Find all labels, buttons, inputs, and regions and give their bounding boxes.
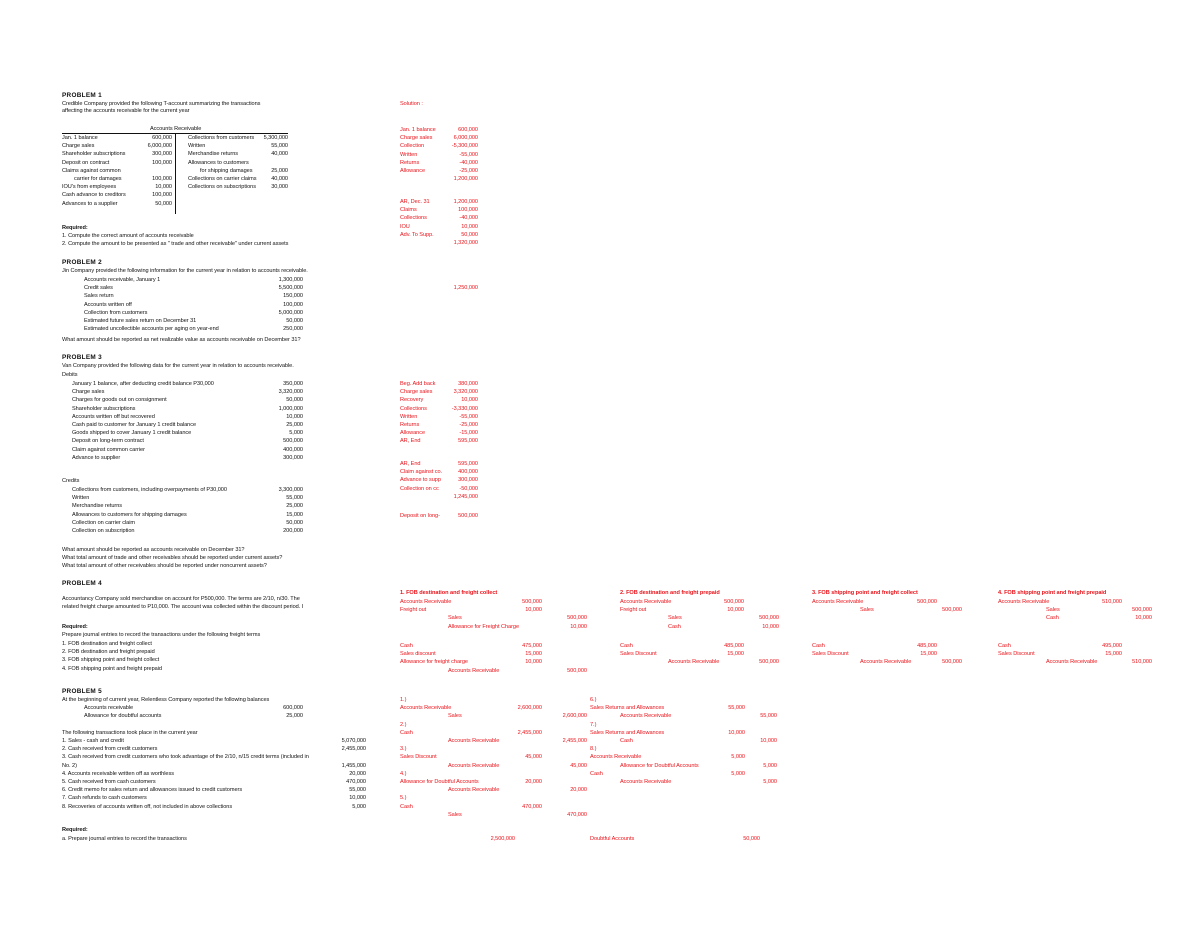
problem-4-required-label: Required:	[62, 624, 88, 630]
debit-row-label: Cash advance to creditors	[62, 192, 126, 199]
transaction-row-amount: 5,070,000	[341, 738, 366, 744]
solution-row-amount: 595,000	[458, 461, 478, 467]
data-row-amount: 5,500,000	[278, 285, 303, 292]
solution-row-label: Collections	[400, 405, 427, 412]
debit-row-amount: 50,000	[155, 200, 172, 207]
data-row-amount: 50,000	[286, 318, 303, 324]
entry-account: Accounts Receivable	[668, 659, 720, 666]
journal-row-credit-amount: 45,000	[570, 762, 587, 769]
balance-row-label: Allowance for doubtful accounts	[84, 713, 162, 720]
journal-row-label: 4.)	[400, 770, 407, 777]
problem-5-required-text: a. Prepare journal entries to record the transactions	[62, 836, 187, 842]
journal-row-label: Accounts Receivable	[620, 713, 672, 720]
entry-account: Freight out	[400, 607, 427, 614]
credit-row-amount: 50,000	[286, 519, 303, 526]
debit-row-amount: 10,000	[155, 184, 172, 191]
journal-row-label: Cash	[620, 738, 633, 744]
journal-row-amount: 45,000	[525, 754, 542, 761]
journal-row-label: Sales	[448, 713, 462, 720]
journal-row-label: Cash	[590, 770, 603, 777]
solution-row-amount: 50,000	[461, 231, 478, 238]
solution-row-amount: 300,000	[458, 477, 478, 484]
journal-row-amount: 470,000	[522, 803, 542, 810]
problem-5-bottom-amount: 2,500,000	[490, 836, 515, 842]
debit-row-label: Deposit on contract	[62, 159, 110, 166]
case-title: 4. FOB shipping point and freight prepaid	[998, 590, 1107, 596]
debit-row-amount: 50,000	[286, 397, 303, 404]
journal-row-label: 7.)	[590, 721, 597, 728]
entry-account: Accounts Receivable	[448, 667, 500, 674]
entry-credit: 500,000	[759, 615, 779, 622]
entry-debit: 495,000	[1102, 643, 1122, 649]
entry-account: Allowance for freight charge	[400, 659, 468, 666]
credit-row-label: for shipping damages	[200, 167, 253, 174]
problem-2-intro: Jin Company provided the following information for the current year in relation to accounts receivable.	[62, 268, 308, 274]
case-title: 2. FOB destination and freight prepaid	[620, 590, 720, 596]
debit-row-amount: 10,000	[286, 413, 303, 420]
solution-row-label: Written	[400, 413, 418, 420]
data-row-amount: 100,000	[283, 301, 303, 308]
transaction-row-amount: 20,000	[349, 770, 366, 777]
solution-row-amount: 10,000	[461, 397, 478, 404]
problem-5-header: PROBLEM 5	[62, 688, 102, 695]
entry-debit: 500,000	[917, 599, 937, 605]
balance-row-amount: 25,000	[286, 713, 303, 720]
problem-2-answer: 1,250,000	[453, 285, 478, 291]
entry-debit: 500,000	[522, 599, 542, 605]
credit-row-amount: 30,000	[271, 184, 288, 191]
credit-row-label: Written	[72, 495, 90, 502]
entry-debit: 15,000	[920, 651, 937, 658]
journal-row-label: Accounts Receivable	[400, 705, 452, 712]
entry-debit: 15,000	[727, 651, 744, 658]
freight-term: 4. FOB shipping point and freight prepaid	[62, 665, 162, 672]
data-row-amount: 1,300,000	[278, 277, 303, 283]
journal-row-label: Cash	[400, 729, 413, 736]
debit-row-label: IOU's from employees	[62, 184, 117, 191]
solution-row-amount: 380,000	[458, 381, 478, 387]
entry-account: Sales	[860, 607, 874, 614]
solution-row-amount: 1,245,000	[453, 493, 478, 500]
journal-row-amount: 10,000	[760, 738, 777, 744]
solution-row-amount: 595,000	[458, 438, 478, 445]
debit-row-label: Accounts written off but recovered	[72, 413, 155, 420]
solution-row-label: IOU	[400, 223, 410, 230]
journal-row-amount: 5,000	[731, 754, 745, 761]
solution-row-amount: -40,000	[459, 215, 478, 222]
journal-row-label: Allowance for Doubtful Accounts	[620, 762, 699, 769]
problem-5-transactions-label: The following transactions took place in the current year	[62, 730, 198, 736]
entry-debit: 10,000	[525, 659, 542, 666]
solution-row-label: AR, End	[400, 461, 421, 467]
transaction-row-amount: 5,000	[352, 803, 366, 810]
debit-row-amount: 3,320,000	[278, 389, 303, 396]
problem-1-header: PROBLEM 1	[62, 92, 102, 99]
entry-account: Sales Discount	[812, 651, 849, 658]
transaction-row-label: 6. Credit memo for sales return and allowances issued to credit customers	[62, 787, 243, 794]
journal-row-credit-amount: 470,000	[567, 811, 587, 818]
problem-3-noncurrent-label: Deposit on long-	[400, 513, 440, 519]
solution-row-amount: 10,000	[461, 223, 478, 230]
journal-row-amount: 55,000	[728, 705, 745, 712]
debit-row-label: Advances to a supplier	[62, 200, 118, 207]
debit-row-label: Jan. 1 balance	[62, 135, 98, 141]
problem-3-header: PROBLEM 3	[62, 354, 102, 361]
journal-row-label: Sales Discount	[400, 754, 437, 761]
entry-account: Sales discount	[400, 651, 436, 658]
problem-3-noncurrent-amount: 500,000	[458, 513, 478, 519]
solution-row-amount: 100,000	[458, 207, 478, 214]
credit-row-label: Collections from customers	[188, 135, 255, 141]
journal-row-amount: 55,000	[760, 713, 777, 720]
solution-row-amount: -55,000	[459, 413, 478, 420]
problem-4-intro-line1: Accountancy Company sold merchandise on account for P500,000. The terms are 2/10, n/30. The	[62, 596, 300, 602]
debit-row-label: January 1 balance, after deducting credit balance P30,000	[72, 381, 214, 387]
case-title: 3. FOB shipping point and freight collect	[812, 590, 918, 596]
solution-row-label: Recovery	[400, 397, 424, 404]
debit-row-label: Charges for goods out on consignment	[72, 397, 167, 404]
entry-debit: 485,000	[724, 643, 744, 649]
data-row-label: Sales return	[84, 293, 114, 300]
solution-row-label: Allowance	[400, 168, 426, 174]
solution-row-label: Jan. 1 balance	[400, 127, 436, 133]
data-row-label: Accounts written off	[84, 301, 132, 308]
transaction-row-amount: 470,000	[346, 779, 366, 785]
problem-5-required-label: Required:	[62, 827, 88, 833]
journal-row-label: 5.)	[400, 795, 407, 802]
journal-row-label: Sales	[448, 811, 462, 818]
credit-row-amount: 200,000	[283, 528, 303, 534]
solution-row-amount: -5,300,000	[451, 143, 478, 150]
journal-row-label: 8.)	[590, 746, 597, 753]
solution-row-label: AR, End	[400, 438, 421, 445]
credit-row-amount: 25,000	[286, 503, 303, 510]
credit-row-amount: 5,300,000	[263, 135, 288, 141]
data-row-label: Collection from customers	[84, 309, 148, 316]
journal-row-amount: 5,000	[763, 762, 777, 769]
credit-row-amount: 40,000	[271, 176, 288, 182]
solution-row-label: Collection on cc	[400, 485, 439, 492]
data-row-amount: 250,000	[283, 326, 303, 333]
debit-row-label: Advance to supplier	[72, 454, 121, 461]
problem-1-required-label: Required:	[62, 225, 88, 231]
entry-credit: 500,000	[1132, 607, 1152, 614]
journal-row-label: 1.)	[400, 697, 407, 703]
freight-term: 1. FOB destination and freight collect	[62, 641, 152, 647]
solution-label: Solution :	[400, 101, 423, 107]
credit-row-label: Collection on carrier claim	[72, 519, 136, 526]
entry-debit: 485,000	[917, 643, 937, 649]
transaction-row-amount: 55,000	[349, 787, 366, 794]
debit-row-amount: 100,000	[152, 159, 172, 166]
solution-row-label: Adv. To Supp.	[400, 231, 434, 238]
debit-row-amount: 6,000,000	[147, 143, 172, 150]
debit-row-amount: 400,000	[283, 446, 303, 453]
t-account-title: Accounts Receivable	[150, 126, 202, 132]
journal-row-amount: 2,455,000	[517, 729, 542, 736]
transaction-row-label: 8. Recoveries of accounts written off, not included in above collections	[62, 803, 233, 810]
entry-account: Cash	[400, 643, 413, 649]
entry-account: Cash	[1046, 615, 1059, 622]
solution-row-label: Written	[400, 151, 418, 158]
entry-account: Accounts Receivable	[400, 599, 452, 605]
solution-row-label: AR, Dec. 31	[400, 199, 430, 205]
credit-row-label: Merchandise returns	[188, 151, 239, 158]
solution-row-amount: 400,000	[458, 469, 478, 476]
debit-row-label: Shareholder subscriptions	[72, 405, 136, 412]
credit-row-amount: 3,300,000	[278, 487, 303, 493]
credit-row-label: Merchandise returns	[72, 503, 123, 510]
entry-account: Cash	[620, 643, 633, 649]
solution-row-amount: 6,000,000	[453, 135, 478, 142]
debit-row-amount: 100,000	[152, 176, 172, 182]
debit-row-label: Cash paid to customer for January 1 credit balance	[72, 422, 197, 428]
solution-row-label: Beg. Add back	[400, 381, 436, 387]
entry-account: Cash	[668, 623, 681, 630]
entry-debit: 510,000	[1102, 599, 1122, 605]
solution-row-label: Returns	[400, 159, 420, 166]
problem-3-question-3: What total amount of other receivables should be reported under noncurrent assets?	[62, 563, 267, 569]
solution-row-label: Collection	[400, 143, 425, 150]
transaction-row-label: 4. Accounts receivable written off as worthless	[62, 770, 174, 777]
debit-row-label: carrier for damages	[74, 176, 122, 182]
problem-3-question-2: What total amount of trade and other receivables should be reported under current assets?	[62, 555, 283, 561]
journal-row-label: Sales Returns and Allowances	[590, 705, 665, 712]
problem-2-question: What amount should be reported as net realizable value as accounts receivable on December 31?	[62, 337, 301, 343]
data-row-label: Accounts receivable, January 1	[84, 277, 161, 283]
problem-1-requirement-1: 1. Compute the correct amount of accounts receivable	[62, 233, 194, 239]
credit-row-amount: 25,000	[271, 167, 288, 174]
problem-1-intro-line2: affecting the accounts receivable for the current year	[62, 108, 190, 114]
journal-row-amount: 5,000	[731, 770, 745, 777]
journal-row-label: 3.)	[400, 746, 407, 753]
entry-debit: 15,000	[525, 651, 542, 658]
solution-row-amount: -40,000	[459, 159, 478, 166]
credit-row-label: Collections from customers, including overpayments of P30,000	[72, 487, 227, 493]
debit-row-amount: 300,000	[283, 454, 303, 461]
solution-row-amount: 600,000	[458, 127, 478, 133]
problem-3-question-1: What amount should be reported as accounts receivable on December 31?	[62, 547, 245, 553]
credit-row-amount: 55,000	[271, 143, 288, 150]
entry-credit: 500,000	[759, 659, 779, 666]
entry-debit: 10,000	[525, 607, 542, 614]
journal-row-label: Accounts Receivable	[448, 738, 500, 744]
debit-row-label: Goods shipped to cover January 1 credit balance	[72, 430, 192, 437]
solution-row-amount: -55,000	[459, 151, 478, 158]
solution-row-amount: -15,000	[459, 430, 478, 437]
entry-credit: 500,000	[567, 615, 587, 622]
problem-3-intro: Van Company provided the following data for the current year in relation to accounts receivable.	[62, 363, 294, 369]
journal-row-label: 2.)	[400, 721, 407, 728]
entry-credit: 10,000	[570, 623, 587, 630]
entry-credit: 10,000	[762, 623, 779, 630]
credit-row-label: Collection on subscription	[72, 528, 135, 534]
problem-1-requirement-2: 2. Compute the amount to be presented as " trade and other receivable" under current assets	[62, 241, 289, 247]
debit-row-amount: 100,000	[152, 192, 172, 199]
solution-row-amount: -25,000	[459, 168, 478, 174]
journal-row-credit-amount: 2,455,000	[562, 738, 587, 744]
debit-row-amount: 500,000	[283, 438, 303, 445]
balance-row-label: Accounts receivable	[84, 705, 134, 711]
credit-row-label: Allowances to customers	[188, 159, 249, 166]
entry-account: Accounts Receivable	[998, 599, 1050, 605]
problem-4-header: PROBLEM 4	[62, 580, 102, 587]
entry-account: Accounts Receivable	[860, 659, 912, 666]
journal-row-credit-amount: 2,600,000	[562, 713, 587, 720]
problem-3-credits-label: Credits	[62, 478, 80, 484]
debit-row-amount: 350,000	[283, 381, 303, 387]
debit-row-label: Charge sales	[62, 143, 95, 150]
journal-row-label: Allowance for Doubtful Accounts	[400, 779, 479, 785]
transaction-row-label: No. 2)	[62, 762, 77, 769]
entry-account: Accounts Receivable	[1046, 659, 1098, 666]
solution-row-label: Collections	[400, 215, 427, 222]
entry-account: Sales	[668, 615, 682, 622]
debit-row-label: Claim against common carrier	[72, 446, 145, 453]
journal-row-label: Accounts Receivable	[448, 787, 500, 794]
debit-row-amount: 25,000	[286, 422, 303, 428]
problem-5-bottom-amount-2: 50,000	[743, 836, 760, 842]
entry-account: Sales Discount	[620, 651, 657, 658]
credit-row-amount: 40,000	[271, 151, 288, 158]
debit-row-amount: 600,000	[152, 135, 172, 141]
credit-row-label: Allowances to customers for shipping damages	[72, 511, 187, 518]
solution-row-label: Charge sales	[400, 389, 433, 396]
journal-row-label: Sales Returns and Allowances	[590, 729, 665, 736]
t-account-center-rule	[175, 133, 176, 214]
solution-row-amount: -50,000	[459, 485, 478, 492]
problem-1-intro-line1: Credible Company provided the following T-account summarizing the transactions	[62, 101, 261, 107]
data-row-label: Credit sales	[84, 285, 113, 292]
journal-row-label: Accounts Receivable	[620, 779, 672, 785]
freight-term: 3. FOB shipping point and freight collect	[62, 657, 160, 664]
solution-row-label: Claim against co.	[400, 469, 443, 476]
entry-account: Allowance for Freight Charge	[448, 623, 520, 630]
journal-row-amount: 5,000	[763, 779, 777, 785]
journal-row-amount: 10,000	[728, 729, 745, 736]
entry-account: Sales	[448, 615, 462, 622]
solution-row-label: Returns	[400, 422, 420, 428]
solution-row-amount: -25,000	[459, 422, 478, 428]
journal-row-credit-amount: 20,000	[570, 787, 587, 794]
entry-account: Cash	[998, 643, 1011, 649]
debit-row-amount: 1,000,000	[278, 405, 303, 412]
entry-credit: 500,000	[942, 659, 962, 666]
credit-row-amount: 15,000	[286, 511, 303, 518]
entry-debit: 15,000	[1105, 651, 1122, 658]
transaction-row-amount: 1,455,000	[341, 762, 366, 769]
journal-row-label: Accounts Receivable	[590, 754, 642, 761]
solution-row-label: Advance to supp	[400, 477, 441, 484]
journal-row-label: 6.)	[590, 697, 597, 703]
solution-row-amount: 3,320,000	[453, 389, 478, 396]
problem-2-header: PROBLEM 2	[62, 259, 102, 266]
journal-row-label: Cash	[400, 803, 413, 810]
entry-credit: 10,000	[1135, 615, 1152, 622]
problem-4-required-text: Prepare journal entries to record the transactions under the following freight terms	[62, 632, 261, 638]
solution-row-label: Allowance	[400, 430, 426, 437]
solution-row-label: Charge sales	[400, 135, 433, 142]
credit-row-label: Collections on carrier claims	[188, 176, 257, 182]
debit-row-amount: 300,000	[152, 151, 172, 158]
transaction-row-label: 5. Cash received from cash customers	[62, 779, 156, 785]
entry-debit: 475,000	[522, 643, 542, 649]
entry-account: Accounts Receivable	[620, 599, 672, 605]
problem-4-intro-line2: related freight charge amounted to P10,000. The account was collected within the discount period. I	[62, 604, 304, 610]
entry-account: Freight out	[620, 607, 647, 614]
data-row-label: Estimated future sales return on December 31	[84, 318, 197, 324]
debit-row-label: Claims against common	[62, 167, 121, 174]
transaction-row-label: 7. Cash refunds to cash customers	[62, 795, 147, 802]
debit-row-label: Deposit on long-term contract	[72, 438, 144, 445]
transaction-row-amount: 2,455,000	[341, 746, 366, 753]
problem-3-debits-label: Debits	[62, 372, 78, 378]
entry-account: Sales Discount	[998, 651, 1035, 658]
problem-5-intro: At the beginning of current year, Relentless Company reported the following balances	[62, 697, 270, 703]
solution-row-amount: 1,320,000	[453, 240, 478, 246]
entry-credit: 500,000	[567, 667, 587, 674]
debit-row-label: Charge sales	[72, 389, 105, 396]
debit-row-label: Shareholder subscriptions	[62, 151, 126, 158]
data-row-amount: 5,000,000	[278, 309, 303, 316]
case-title: 1. FOB destination and freight collect	[400, 590, 498, 596]
entry-debit: 500,000	[724, 599, 744, 605]
transaction-row-label: 3. Cash received from credit customers who took advantage of the 2/10, n/15 credit terms (included in	[62, 754, 309, 761]
data-row-amount: 150,000	[283, 293, 303, 300]
solution-row-amount: 1,200,000	[453, 199, 478, 205]
entry-credit: 510,000	[1132, 659, 1152, 666]
transaction-row-label: 1. Sales - cash and credit	[62, 738, 124, 744]
credit-row-label: Written	[188, 143, 206, 150]
transaction-row-label: 2. Cash received from credit customers	[62, 746, 158, 753]
problem-5-bottom-label: Doubtful Accounts	[590, 836, 635, 842]
entry-credit: 500,000	[942, 607, 962, 614]
freight-term: 2. FOB destination and freight prepaid	[62, 649, 155, 656]
journal-row-amount: 20,000	[525, 779, 542, 785]
entry-debit: 10,000	[727, 607, 744, 614]
solution-row-label: Claims	[400, 207, 417, 214]
entry-account: Cash	[812, 643, 825, 649]
entry-account: Accounts Receivable	[812, 599, 864, 605]
solution-row-amount: 1,200,000	[453, 176, 478, 183]
credit-row-label: Collections on subscriptions	[188, 184, 256, 191]
entry-account: Sales	[1046, 607, 1060, 614]
journal-row-amount: 2,600,000	[517, 705, 542, 712]
credit-row-amount: 55,000	[286, 495, 303, 502]
journal-row-label: Accounts Receivable	[448, 762, 500, 769]
balance-row-amount: 600,000	[283, 705, 303, 711]
solution-row-amount: -3,330,000	[451, 405, 478, 412]
transaction-row-amount: 10,000	[349, 795, 366, 802]
debit-row-amount: 5,000	[289, 430, 303, 437]
data-row-label: Estimated uncollectible accounts per aging on year-end	[84, 326, 219, 333]
